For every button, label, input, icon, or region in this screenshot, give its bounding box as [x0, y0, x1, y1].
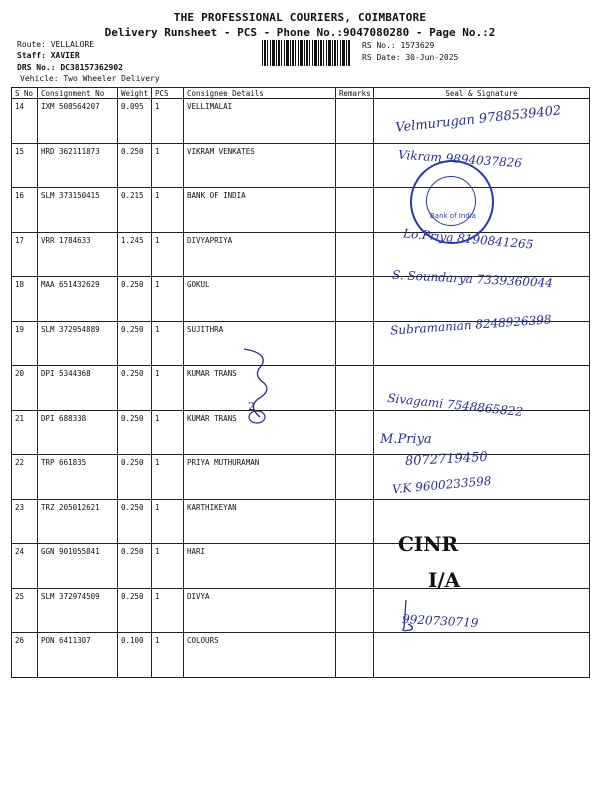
drs-field — [17, 63, 123, 72]
table-row — [12, 455, 590, 500]
consignee-cell: PRIYA MUTHURAMAN — [184, 455, 336, 500]
sno-cell: 20 — [12, 366, 38, 411]
signature-23: V.K 9600233598 — [391, 473, 492, 497]
pcs-cell: 1 — [152, 499, 184, 544]
col-header-consignment: Consignment No — [38, 88, 118, 99]
signature-18: S. Soundarya 7339360044 — [391, 267, 554, 291]
pcs-cell: 1 — [152, 99, 184, 144]
barcode — [262, 40, 350, 66]
weight-cell: 0.215 — [118, 188, 152, 233]
staff-label: Staff: — [17, 51, 46, 60]
sno-cell: 25 — [12, 588, 38, 633]
consignee-cell: DIVYAPRIYA — [184, 232, 336, 277]
pcs-cell: 1 — [152, 143, 184, 188]
pcs-cell: 1 — [152, 321, 184, 366]
weight-cell: 0.250 — [118, 410, 152, 455]
rs-date-label: RS Date: — [362, 53, 401, 62]
weight-cell: 0.250 — [118, 366, 152, 411]
consignment-cell: MAA 651432629 — [38, 277, 118, 322]
consignment-cell: TRZ 205012621 — [38, 499, 118, 544]
col-header-remarks: Remarks — [336, 88, 374, 99]
vehicle-field — [20, 74, 160, 83]
consignment-cell: TRP 661835 — [38, 455, 118, 500]
weight-cell: 1.245 — [118, 232, 152, 277]
weight-cell: 0.250 — [118, 455, 152, 500]
company-title: THE PROFESSIONAL COURIERS, COIMBATORE — [173, 11, 427, 24]
consignee-cell: COLOURS — [184, 633, 336, 678]
signature-14: Velmurugan 9788539402 — [394, 103, 562, 136]
sno-cell: 22 — [12, 455, 38, 500]
bank-stamp — [410, 160, 494, 244]
rs-date-value: 30-Jun-2025 — [405, 53, 459, 62]
sno-cell: 26 — [12, 633, 38, 678]
remarks-cell — [336, 410, 374, 455]
pcs-cell: 1 — [152, 588, 184, 633]
weight-cell: 0.100 — [118, 633, 152, 678]
sno-cell: 21 — [12, 410, 38, 455]
remarks-cell — [336, 277, 374, 322]
signature-22-name: M.Priya — [380, 432, 432, 447]
sno-cell: 23 — [12, 499, 38, 544]
consignee-cell: BANK OF INDIA — [184, 188, 336, 233]
route-value: VELLALORE — [50, 40, 95, 49]
route-label: Route: — [17, 40, 46, 49]
pcs-cell: 1 — [152, 410, 184, 455]
remarks-cell — [336, 188, 374, 233]
rs-no-value: 1573629 — [400, 41, 435, 50]
consignment-cell: VRR 1784633 — [38, 232, 118, 277]
rs-no-field — [362, 41, 434, 50]
table-row — [12, 188, 590, 233]
drs-value: DC38157362902 — [60, 63, 123, 72]
rs-date-field — [362, 53, 458, 62]
staff-value: XAVIER — [50, 51, 80, 60]
signature-cell — [374, 633, 590, 678]
signature-26: 9920730719 — [401, 612, 479, 630]
sno-cell: 24 — [12, 544, 38, 589]
pcs-cell: 1 — [152, 455, 184, 500]
table-row — [12, 633, 590, 678]
weight-cell: 0.250 — [118, 277, 152, 322]
table-row — [12, 588, 590, 633]
remarks-cell — [336, 499, 374, 544]
vehicle-value: Two Wheeler Delivery — [63, 74, 160, 83]
pcs-cell: 1 — [152, 366, 184, 411]
table-row — [12, 544, 590, 589]
sno-cell: 17 — [12, 232, 38, 277]
sno-cell: 16 — [12, 188, 38, 233]
pcs-cell: 1 — [152, 277, 184, 322]
sno-cell: 19 — [12, 321, 38, 366]
consignment-cell: SLM 372954889 — [38, 321, 118, 366]
remark-21-scribble: 2 — [248, 400, 255, 413]
remarks-cell — [336, 143, 374, 188]
consignee-cell: HARI — [184, 544, 336, 589]
remarks-cell — [336, 544, 374, 589]
remarks-cell — [336, 366, 374, 411]
consignee-cell: KUMAR TRANS — [184, 410, 336, 455]
consignee-cell: KARTHIKEYAN — [184, 499, 336, 544]
remarks-cell — [336, 321, 374, 366]
pcs-cell: 1 — [152, 188, 184, 233]
signature-24: CINR — [398, 532, 459, 556]
signature-15: Vikram 9894037826 — [397, 147, 523, 171]
consignment-cell: PON 6411307 — [38, 633, 118, 678]
remarks-cell — [336, 232, 374, 277]
signature-22-phone: 8072719450 — [404, 449, 489, 470]
consignee-cell: VIKRAM VENKATES — [184, 143, 336, 188]
consignment-cell: DPI 5344368 — [38, 366, 118, 411]
table-row — [12, 499, 590, 544]
consignee-cell: DIVYA — [184, 588, 336, 633]
pcs-cell: 1 — [152, 633, 184, 678]
remarks-cell — [336, 633, 374, 678]
weight-cell: 0.250 — [118, 544, 152, 589]
runsheet-subtitle: Delivery Runsheet - PCS - Phone No.:9047080280 - Page No.:2 — [104, 26, 496, 39]
drs-label: DRS No.: — [17, 63, 56, 72]
route-field — [17, 40, 94, 49]
table-header-row — [12, 88, 590, 99]
sno-cell: 14 — [12, 99, 38, 144]
sno-cell: 15 — [12, 143, 38, 188]
vehicle-label: Vehicle: — [20, 74, 59, 83]
remarks-cell — [336, 99, 374, 144]
col-header-consignee: Consignee Details — [184, 88, 336, 99]
bank-stamp-text: Bank of India — [430, 212, 476, 220]
weight-cell: 0.250 — [118, 499, 152, 544]
signature-19: Subramanian 8248926398 — [389, 312, 552, 338]
weight-cell: 0.250 — [118, 321, 152, 366]
weight-cell: 0.250 — [118, 588, 152, 633]
col-header-signature: Seal & Signature — [374, 88, 590, 99]
consignment-cell: DPI 688338 — [38, 410, 118, 455]
col-header-weight: Weight — [118, 88, 152, 99]
consignment-cell: GGN 901055841 — [38, 544, 118, 589]
consignee-cell: VELLIMALAI — [184, 99, 336, 144]
runsheet-table — [11, 87, 590, 678]
weight-cell: 0.095 — [118, 99, 152, 144]
sno-cell: 18 — [12, 277, 38, 322]
signature-26-flourish — [396, 598, 418, 634]
col-header-sno: S No — [12, 88, 38, 99]
signature-25: I/A — [428, 568, 461, 592]
pcs-cell: 1 — [152, 232, 184, 277]
consignment-cell: SLM 372974509 — [38, 588, 118, 633]
consignee-cell: GOKUL — [184, 277, 336, 322]
col-header-pcs: PCS — [152, 88, 184, 99]
bracket-scribble — [238, 345, 278, 430]
weight-cell: 0.250 — [118, 143, 152, 188]
consignee-cell: KUMAR TRANS — [184, 366, 336, 411]
consignment-cell: HRD 362111873 — [38, 143, 118, 188]
remarks-cell — [336, 588, 374, 633]
consignment-cell: SLM 373150415 — [38, 188, 118, 233]
remarks-cell — [336, 455, 374, 500]
pcs-cell: 1 — [152, 544, 184, 589]
rs-no-label: RS No.: — [362, 41, 396, 50]
signature-17: Lo.Priya 8190841265 — [402, 226, 534, 252]
consignment-cell: IXM 508564207 — [38, 99, 118, 144]
consignee-cell: SUJITHRA — [184, 321, 336, 366]
signature-21: Sivagami 7548865822 — [386, 390, 524, 420]
staff-field — [17, 51, 80, 60]
